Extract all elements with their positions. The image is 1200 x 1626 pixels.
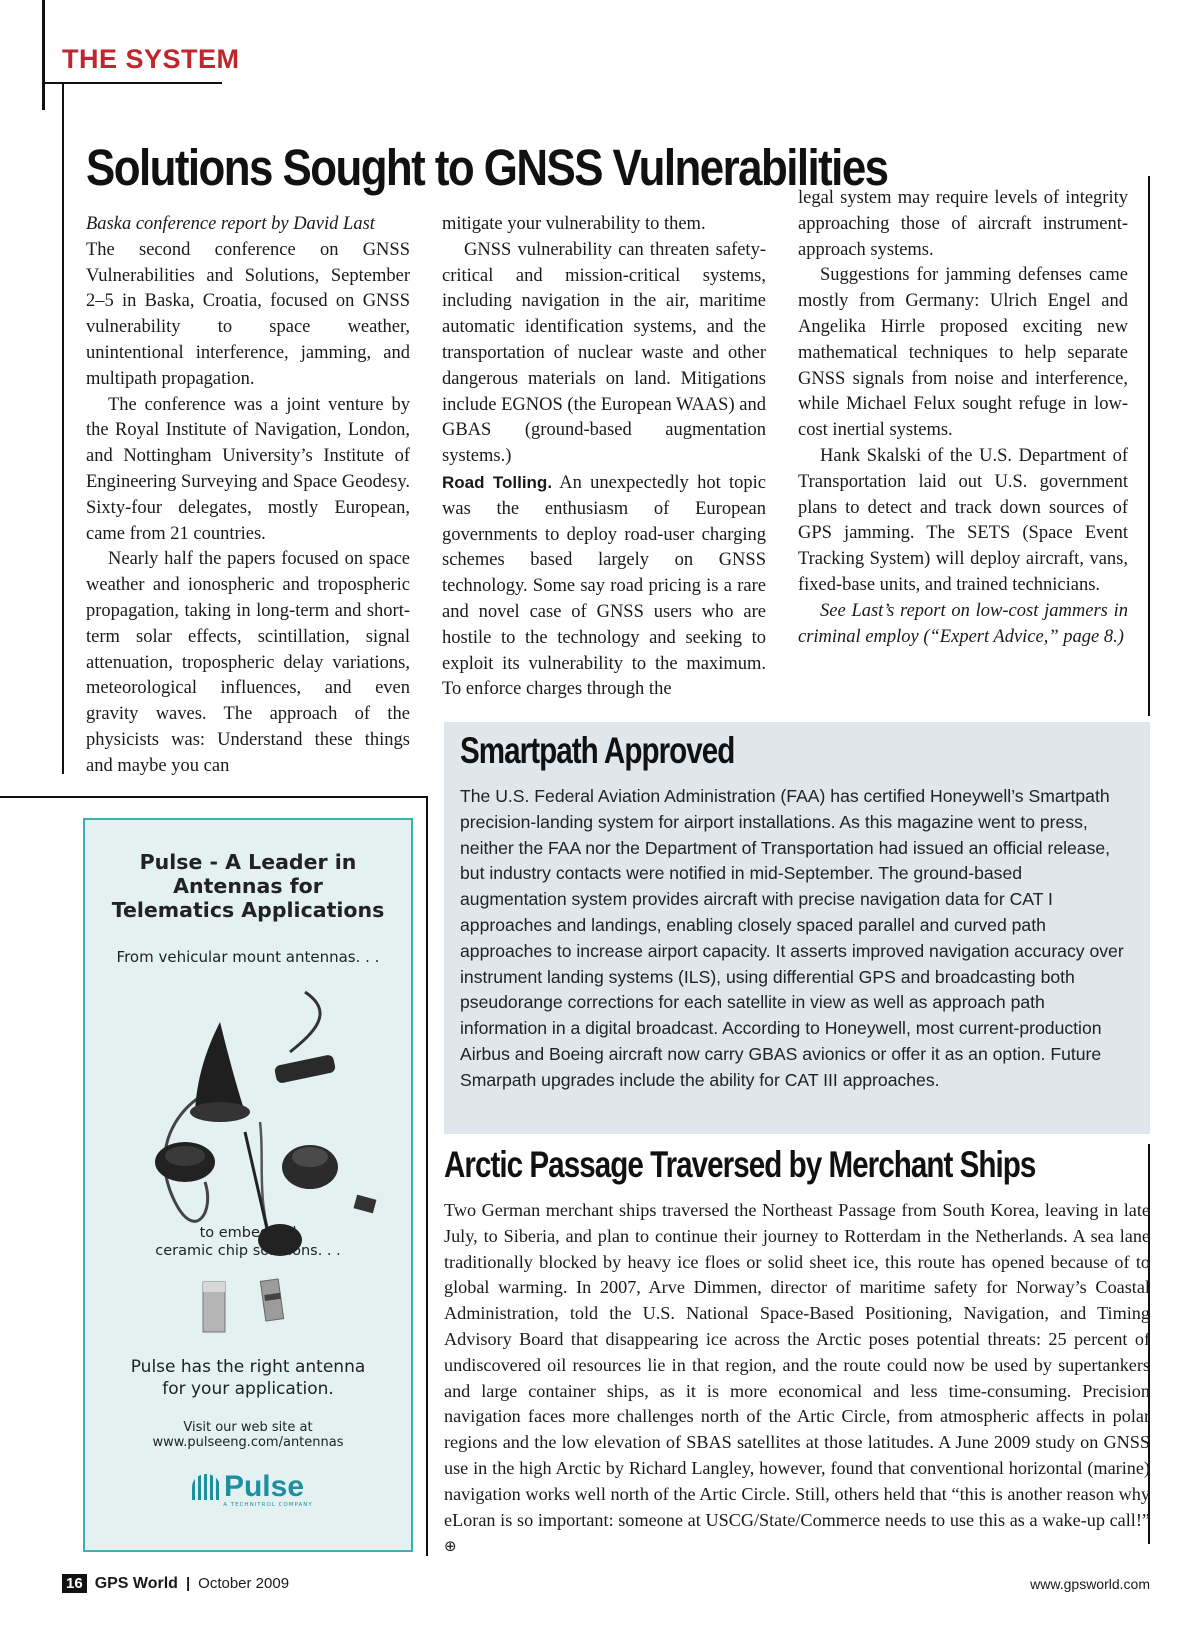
ad-headline	[85, 850, 411, 922]
ad-website-link[interactable]: www.pulseeng.com/antennas	[152, 1435, 344, 1450]
col3-cross-reference: See Last’s report on low-cost jammers in criminal employ (“Expert Advice,” page 8.)	[798, 600, 1128, 647]
article-column-2	[442, 212, 766, 703]
arctic-body-text: Two German merchant ships traversed the Northeast Passage from South Korea, leaving in late July, to Siberia, and plan to continue their journey to Rotterdam in the Netherlands. A sea lane traditionally blocked by heavy ice floes or solid sheet ice, this route has opened because of to global warming. In 2007, Arve Dimmen, director of maritime safety for Norway’s Coastal Administration, told the U.S. National Space-Based Positioning, Navigation, and Timing Advisory Board that disappearing ice across the Arctic poses potential threats: 25 percent of undiscovered oil resources lie in that region, and the route could now be used by supertankers and large container ships, as it is more economical and less time-consuming. Precision navigation faces more challenges north of the Artic Circle, from atmospheric affects in polar regions and the low elevation of SBAS satellites at those latitudes. A June 2009 study on GNSS use in the high Arctic by Richard Langley, however, found that conventional horizontal (marine) navigation works well north of the Artic Circle. Still, others held that “this is another reason why eLoran is so important: someone at USCG/State/Commerce needs to use this as a wake-up call!”	[444, 1200, 1150, 1530]
col2-paragraph-2: GNSS vulnerability can threaten safety-critical and mission-critical systems, including navigation in the air, maritime automatic identification systems, and the transportation of nuclear waste and other dangerous materials on land. Mitigations include EGNOS (the European WAAS) and GBAS (ground-based augmentation systems.)	[442, 239, 766, 467]
col3-paragraph-2: Suggestions for jamming defenses came mostly from Germany: Ulrich Engel and Angelika Hirrle proposed exciting new mathematical techniques to help separate GNSS signals from noise and interference, while Michael Felux sought refuge in low-cost inertial systems.	[798, 265, 1128, 441]
smartpath-body: The U.S. Federal Aviation Administration (FAA) has certified Honeywell’s Smartpath precision-landing system for airport installations. As this magazine went to press, neither the FAA nor the Department of Transportation had issued an official release, but industry contacts were notified in mid-September. The ground-based augmentation system provides aircraft with precise navigation data for CAT I approaches and landings, enabling closely spaced parallel and curved path approaches to increase airport capacity. It asserts improved navigation accuracy over instrument landing systems (ILS), using differential GPS and broadcasting both pseudorange corrections for each satellite in view as well as approach path information in a digital broadcast. According to Honeywell, most current-production Airbus and Boeing aircraft now carry GBAS avionics or offer it as an option. Future Smarpath upgrades include the ability for CAT III approaches.	[460, 786, 1124, 1090]
col2-paragraph-3-text: An unexpectedly hot topic was the enthusiasm of European governments to deploy road-user charging schemes based largely on GNSS technology. Some say road pricing is a rare and novel case of GNSS users who are hostile to the technology and seeking to exploit its vulnerability to the maximum. To enforce charges through the	[442, 472, 766, 700]
col2-paragraph-3	[442, 470, 766, 703]
header-vertical-rule-2	[62, 84, 64, 774]
header-horizontal-rule	[42, 82, 222, 84]
article-column-3	[798, 186, 1128, 650]
arctic-body	[444, 1198, 1150, 1560]
ad-pitch-line-1: Pulse has the right antenna	[130, 1357, 366, 1377]
footer-separator: |	[185, 1575, 191, 1592]
article-headline: Solutions Sought to GNSS Vulnerabilities	[86, 139, 888, 196]
ad-pitch	[85, 1356, 411, 1400]
bar-antenna-icon	[274, 1054, 336, 1084]
pulse-advertisement[interactable]	[83, 818, 413, 1552]
ad-subline-2-line-1: to embedded	[199, 1225, 297, 1241]
ad-frame-top-rule	[0, 796, 428, 798]
pulse-logo-tagline: A TECHNITROL COMPANY	[223, 1502, 313, 1508]
road-tolling-subhead: Road Tolling.	[442, 472, 553, 492]
page-number: 16	[62, 1574, 87, 1593]
arctic-title: Arctic Passage Traversed by Merchant Ships	[444, 1144, 1036, 1185]
ad-subline-2	[85, 1224, 411, 1260]
ad-visit[interactable]	[85, 1420, 411, 1450]
ad-subline-1: From vehicular mount antennas. . .	[116, 948, 380, 966]
pulse-logo	[85, 1470, 411, 1508]
col1-paragraph-3: Nearly half the papers focused on space weather and ionospheric and tropospheric propagation, taking in long-term and short-term solar effects, scintillation, signal attenuation, tropospheric delay variations, meteorological influences, and even gravity waves. The approach of the physicists was: Understand these things and maybe you can	[86, 549, 410, 776]
col2-paragraph-1: mitigate your vulnerability to them.	[442, 214, 706, 234]
footer-left	[62, 1574, 289, 1593]
ceramic-chip-illustration	[85, 1274, 415, 1344]
footer-url[interactable]: www.gpsworld.com	[1030, 1576, 1150, 1592]
issue-date: October 2009	[198, 1575, 290, 1592]
col3-paragraph-1: legal system may require levels of integrity approaching those of aircraft instrument-approach systems.	[798, 188, 1128, 260]
ad-pitch-line-2: for your application.	[162, 1379, 334, 1399]
ad-frame-right-rule	[426, 796, 428, 1556]
article-byline: Baska conference report by David Last	[86, 214, 375, 234]
shark-fin-antenna-icon	[195, 1022, 245, 1112]
smartpath-title: Smartpath Approved	[460, 730, 735, 771]
ad-subline-2-line-2: ceramic chip solutions. . .	[155, 1243, 341, 1259]
col3-paragraph-3: Hank Skalski of the U.S. Department of Transportation laid out U.S. government plans to detect and track down sources of GPS jamming. The SETS (Space Event Tracking System) will deploy aircraft, vans, fixed-base units, and trained technicians.	[798, 445, 1128, 595]
col1-paragraph-2: The conference was a joint venture by the Royal Institute of Navigation, London, and Nottingham University’s Institute of Engineering Surveying and Space Geodesy. Sixty-four delegates, mostly European, came from 21 countries.	[86, 394, 411, 544]
col1-paragraph-1: The second conference on GNSS Vulnerabilities and Solutions, September 2–5 in Baska, Croatia, focused on GNSS vulnerability to space weather, unintentional interference, jamming, and multipath propagation.	[86, 239, 410, 389]
ad-headline-line-1: Pulse - A Leader in	[139, 850, 357, 874]
magazine-name: GPS World	[94, 1574, 178, 1592]
ad-headline-line-2: Antennas for	[173, 874, 323, 898]
pulse-logo-text: Pulse	[223, 1470, 305, 1503]
section-label: THE SYSTEM	[62, 44, 240, 74]
right-column-rule	[1148, 176, 1150, 716]
ad-visit-line-1: Visit our web site at	[183, 1420, 313, 1435]
article-column-1	[86, 212, 410, 780]
header-vertical-rule	[42, 0, 45, 110]
patch-antenna-icon	[354, 1195, 377, 1214]
end-mark-icon: ⊕	[444, 1537, 457, 1556]
ad-headline-line-3: Telematics Applications	[111, 898, 385, 922]
pulse-logo-icon	[192, 1474, 220, 1500]
